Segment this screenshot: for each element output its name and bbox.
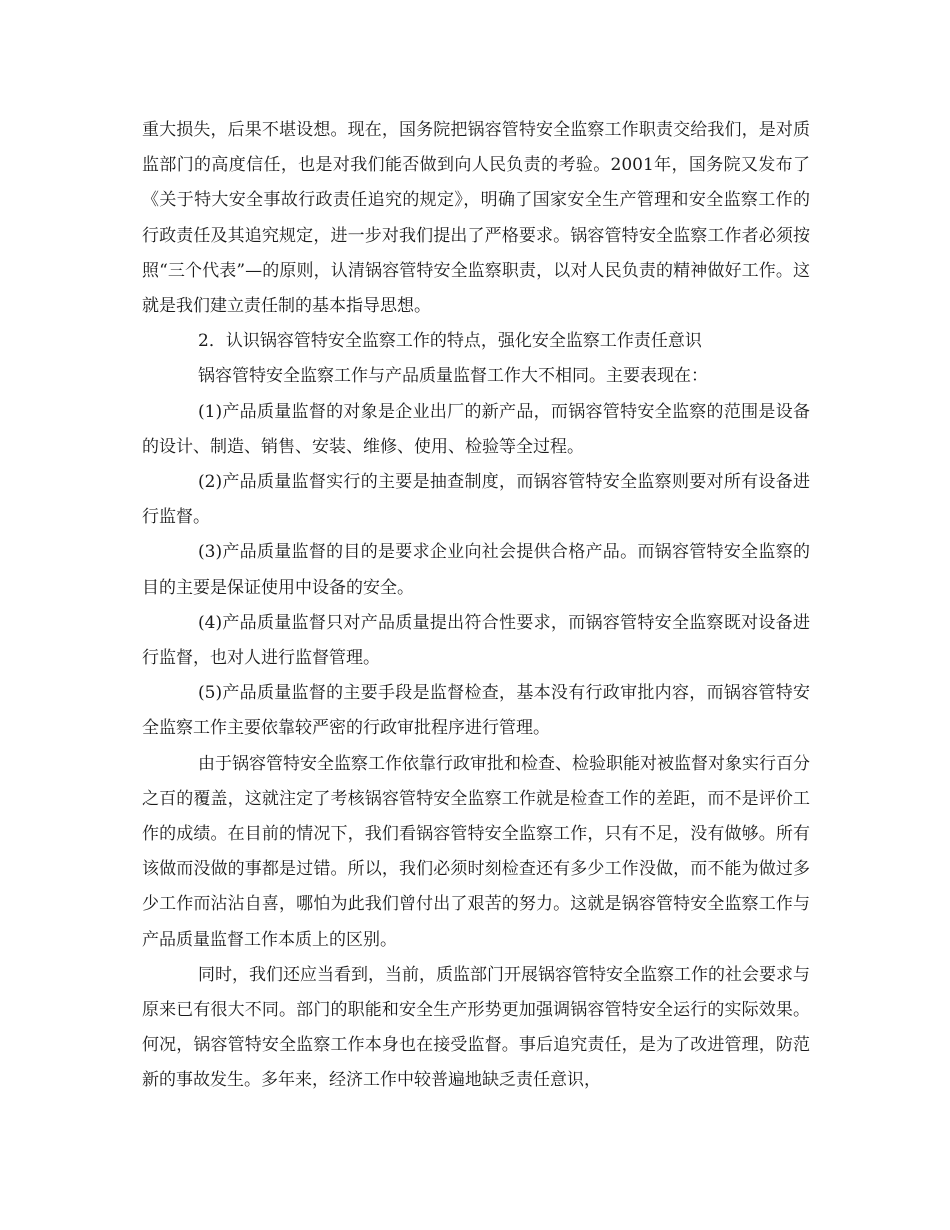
list-item-1: (1)产品质量监督的对象是企业出厂的新产品，而锅容管特安全监察的范围是设备的设计、制造、销售、安装、维修、使用、检验等全过程。 — [142, 401, 810, 457]
paragraph-conclusion: 同时，我们还应当看到，当前，质监部门开展锅容管特安全监察工作的社会要求与原来已有很大不同。部门的职能和安全生产形势更加强调锅容管特安全运行的实际效果。何况，锅容管特安全监察工作本身也在接受监督。事后追究责任，是为了改进管理，防范新的事故发生。多年来，经济工作中较普遍地缺乏责任意识， — [142, 964, 810, 1091]
paragraph-intro: 锅容管特安全监察工作与产品质量监督工作大不相同。主要表现在： — [198, 366, 708, 387]
list-item-4: (4)产品质量监督只对产品质量提出符合性要求，而锅容管特安全监察既对设备进行监督，也对人进行监督管理。 — [142, 612, 810, 669]
list-item-2: (2)产品质量监督实行的主要是抽查制度，而锅容管特安全监察则要对所有设备进行监督。 — [142, 472, 810, 528]
paragraph-continuation: 重大损失，后果不堪设想。现在，国务院把锅容管特安全监察工作职责交给我们，是对质监部门的高度信任，也是对我们能否做到向人民负责的考验。2001年，国务院又发布了《关于特大安全事故行政责任追究的规定》，明确了国家安全生产管理和安全监察工作的行政责任及其追究规定，进一步对我们提出了严格要求。锅容管特安全监察工作者必须按照“三个代表”—的原则，认清锅容管特安全监察职责，以对人民负责的精神做好工作。这就是我们建立责任制的基本指导思想。 — [142, 120, 810, 317]
paragraph-analysis: 由于锅容管特安全监察工作依靠行政审批和检查、检验职能对被监督对象实行百分之百的覆盖，这就注定了考核锅容管特安全监察工作就是检查工作的差距，而不是评价工作的成绩。在目前的情况下，我们看锅容管特安全监察工作，只有不足，没有做够。所有该做而没做的事都是过错。所以，我们必须时刻检查还有多少工作没做，而不能为做过多少工作而沾沾自喜，哪怕为此我们曾付出了艰苦的努力。这就是锅容管特安全监察工作与产品质量监督工作本质上的区别。 — [142, 753, 810, 950]
document-body — [142, 113, 810, 1099]
section-heading-2: 2．认识锅容管特安全监察工作的特点，强化安全监察工作责任意识 — [198, 331, 702, 352]
list-item-3: (3)产品质量监督的目的是要求企业向社会提供合格产品。而锅容管特安全监察的目的主要是保证使用中设备的安全。 — [142, 542, 810, 598]
list-item-5: (5)产品质量监督的主要手段是监督检查，基本没有行政审批内容，而锅容管特安全监察工作主要依靠较严密的行政审批程序进行管理。 — [142, 683, 810, 739]
